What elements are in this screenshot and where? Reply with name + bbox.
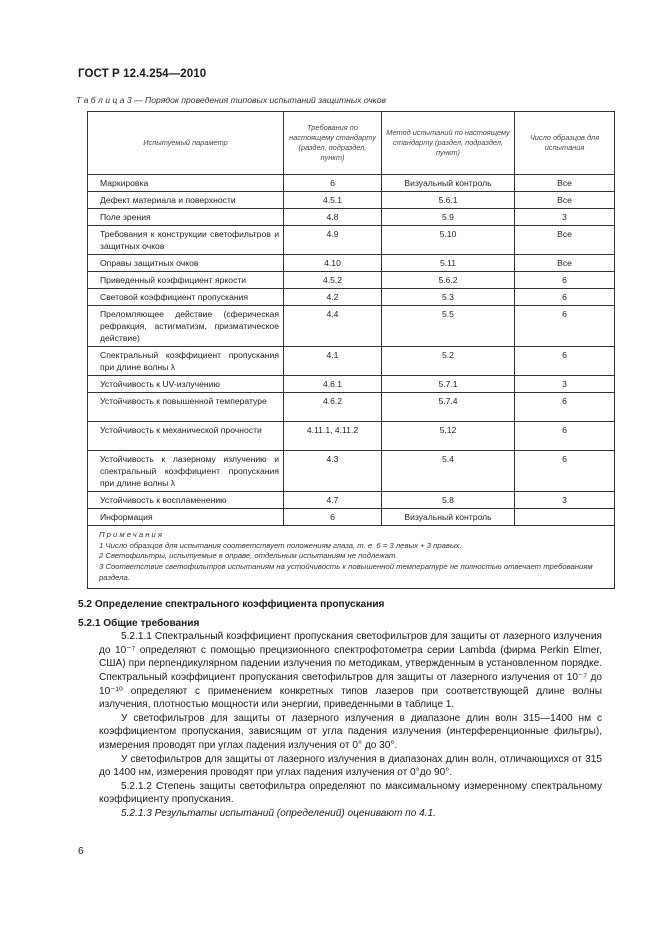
cell-sample-count: 6 [515, 451, 615, 492]
cell-parameter: Устойчивость к воспламенению [88, 492, 284, 509]
note-item: 1 Число образцов для испытания соответствует положениям глаза, т. е. 6 = 3 левых + 3 правых. [99, 540, 462, 550]
paragraph-angles-315-1400: У светофильтров для защиты от лазерного излучения в диапазоне длин волн 315—1400 нм с коэффициентом пропускания, зависящим от угла падения излучения (интерференционные фильтры), измерения проводят при углах падения излучения от 0° до 30°. [99, 712, 602, 751]
cell-parameter: Поле зрения [88, 209, 284, 226]
cell-method: 5.9 [382, 209, 515, 226]
cell-parameter: Информация [88, 509, 284, 526]
table-row [88, 226, 615, 255]
cell-requirements: 4.1 [284, 347, 382, 376]
cell-sample-count: 6 [515, 289, 615, 306]
table-row [88, 289, 615, 306]
paragraph-5-2-1-2: 5.2.1.2 Степень защиты светофильтра определяют по максимальному измеренному спектральному коэффициенту пропускания. [99, 780, 602, 806]
cell-parameter: Оправы защитных очков [88, 255, 284, 272]
paragraph-angles-other-ranges: У светофильтров для защиты от лазерного излучения в диапазонах длин волн, отличающихся от 315 до 1400 нм, измерения проводят при углах падения излучения от 0°до 90°. [99, 753, 602, 779]
cell-method: 5.12 [382, 422, 515, 451]
table-row [88, 393, 615, 422]
cell-requirements: 4.8 [284, 209, 382, 226]
cell-sample-count: 6 [515, 272, 615, 289]
table-row [88, 509, 615, 526]
table-body [88, 175, 615, 526]
table-row [88, 272, 615, 289]
cell-sample-count: 3 [515, 376, 615, 393]
paragraph-5-2-1-1-text: 5.2.1.1 Спектральный коэффициент пропускания светофильтров для защиты от лазерного излучения до 10⁻⁷ определяют с помощью прецизионного спектрофотометра серии Lambda (фирма Perkin Elmer, США) при перпендикулярном падении излучения по методикам, утвержденным в установленном порядке. Спектральный коэффициент пропускания светофильтров для защиты от лазерного излучения от 10⁻⁷ до 10⁻¹⁰ определяют с применением конкретных типов лазеров при соответствующей длине волны излучения, плотностью мощности или энергии, приведенными в таблице 1. [99, 631, 602, 711]
table-row [88, 492, 615, 509]
table-notes-row [88, 526, 615, 589]
cell-requirements: 4.5.1 [284, 192, 382, 209]
table-row [88, 422, 615, 451]
cell-method: 5.2 [382, 347, 515, 376]
cell-parameter: Световой коэффициент пропускания [88, 289, 284, 306]
cell-requirements: 4.7 [284, 492, 382, 509]
cell-method: 5.7.4 [382, 393, 515, 422]
paragraph-5-2-1-1 [99, 630, 602, 712]
table-row [88, 306, 615, 347]
col-header-method: Метод испытаний по настоящему стандарту (раздел, подраздел, пункт) [382, 112, 515, 175]
subsection-heading: 5.2.1 Общие требования [78, 617, 200, 629]
table-caption: Т а б л и ц а 3 — Порядок проведения типовых испытаний защитных очков [76, 95, 386, 105]
notes-title: Примечания [99, 530, 165, 539]
paragraph-5-2-1-3-text: 5.2.1.3 Результаты испытаний (определений) оценивают по 4.1. [121, 807, 436, 819]
cell-method: 5.7.1 [382, 376, 515, 393]
table-row [88, 376, 615, 393]
section-heading: 5.2 Определение спектрального коэффициента пропускания [78, 599, 385, 610]
notes-list [99, 541, 608, 584]
table-row [88, 451, 615, 492]
cell-method: 5.8 [382, 492, 515, 509]
cell-sample-count: Все [515, 175, 615, 192]
cell-parameter: Маркировка [88, 175, 284, 192]
table-notes [88, 526, 615, 589]
cell-sample-count: Все [515, 192, 615, 209]
cell-parameter: Устойчивость к лазерному излучению и спектральный коэффициент пропускания при длине волны λ [88, 451, 284, 492]
cell-parameter: Спектральный коэффициент пропускания при длине волны λ [88, 347, 284, 376]
cell-parameter: Дефект материала и поверхности [88, 192, 284, 209]
col-header-sample-count: Число образцов для испытания [515, 112, 615, 175]
table-row [88, 175, 615, 192]
page-number: 6 [78, 846, 84, 857]
cell-requirements: 4.5.2 [284, 272, 382, 289]
table-row [88, 209, 615, 226]
col-header-requirements: Требования по настоящему стандарту (раздел, подраздел, пункт) [284, 112, 382, 175]
cell-sample-count: 6 [515, 306, 615, 347]
cell-method: 5.6.2 [382, 272, 515, 289]
cell-requirements: 4.6.2 [284, 393, 382, 422]
cell-method: 5.10 [382, 226, 515, 255]
cell-sample-count [515, 509, 615, 526]
cell-parameter: Устойчивость к механической прочности [88, 422, 284, 451]
cell-sample-count: 3 [515, 209, 615, 226]
cell-sample-count: Все [515, 255, 615, 272]
cell-parameter: Устойчивость к UV-излучению [88, 376, 284, 393]
cell-method: Визуальный контроль [382, 509, 515, 526]
note-item: 3 Соответствие светофильтров испытаниям на устойчивость к повышенной температуре не полностью отвечает требованиям раздела. [99, 562, 593, 582]
cell-parameter: Преломляющее действие (сферическая рефракция, астигматизм, призматическое действие) [88, 306, 284, 347]
cell-method: 5.5 [382, 306, 515, 347]
cell-parameter: Требования к конструкции светофильтров и защитных очков [88, 226, 284, 255]
cell-sample-count: 6 [515, 422, 615, 451]
cell-method: 5.4 [382, 451, 515, 492]
cell-requirements: 4.4 [284, 306, 382, 347]
col-header-parameter: Испытуемый параметр [88, 112, 284, 175]
cell-method: 5.11 [382, 255, 515, 272]
cell-sample-count: Все [515, 226, 615, 255]
tests-table [87, 111, 615, 589]
table-row [88, 347, 615, 376]
cell-requirements: 6 [284, 175, 382, 192]
table-row [88, 255, 615, 272]
cell-method: 5.3 [382, 289, 515, 306]
document-id: ГОСТ Р 12.4.254—2010 [78, 68, 207, 80]
cell-method: Визуальный контроль [382, 175, 515, 192]
cell-requirements: 4.11.1, 4.11.2 [284, 422, 382, 451]
table-header-row [88, 112, 615, 175]
cell-parameter: Приведенный коэффициент яркости [88, 272, 284, 289]
cell-requirements: 4.9 [284, 226, 382, 255]
cell-requirements: 4.10 [284, 255, 382, 272]
cell-requirements: 4.6.1 [284, 376, 382, 393]
note-item: 2 Светофильтры, испытуемые в оправе, отдельным испытаниям не подлежат. [99, 551, 398, 561]
cell-sample-count: 6 [515, 347, 615, 376]
cell-requirements: 4.3 [284, 451, 382, 492]
cell-sample-count: 3 [515, 492, 615, 509]
paragraph-5-2-1-3 [99, 807, 602, 821]
cell-method: 5.6.1 [382, 192, 515, 209]
section-5-2 [78, 598, 602, 821]
table-row [88, 192, 615, 209]
cell-requirements: 6 [284, 509, 382, 526]
cell-sample-count: 6 [515, 393, 615, 422]
cell-parameter: Устойчивость к повышенной температуре [88, 393, 284, 422]
cell-requirements: 4.2 [284, 289, 382, 306]
